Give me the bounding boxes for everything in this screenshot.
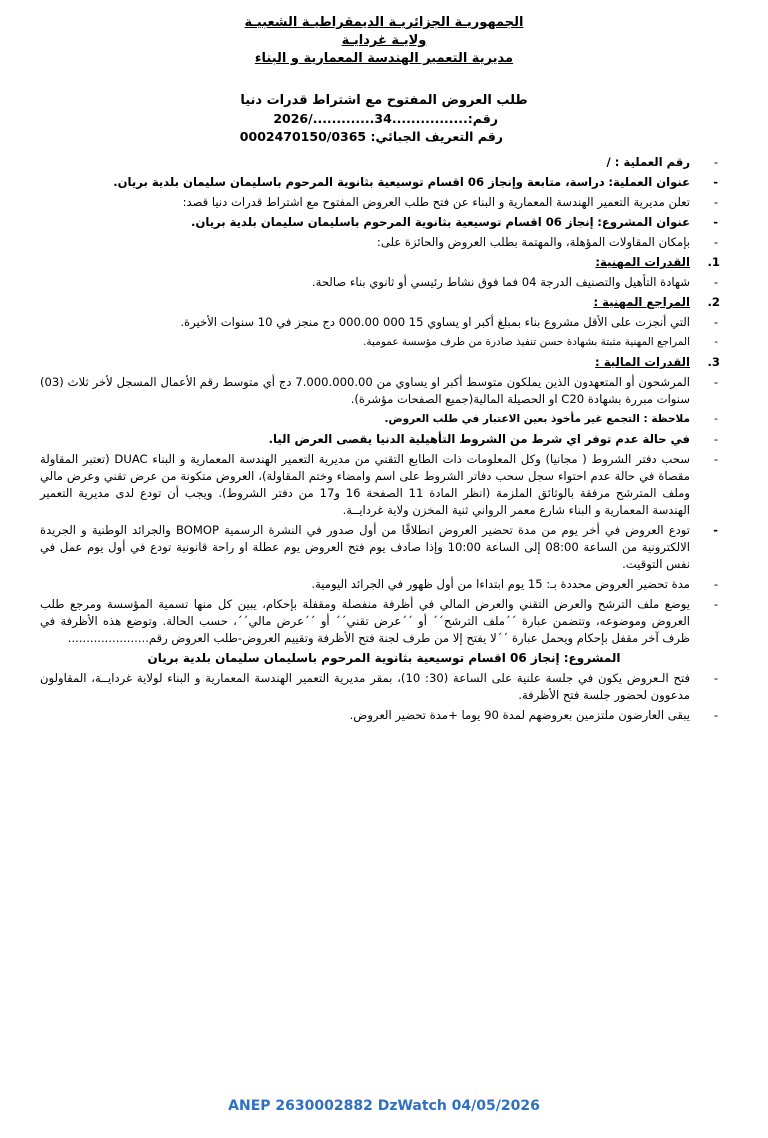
procedure-opening-session: - فتح الـعروض يكون في جلسة علنية على الساعة (30: 10)، بمقر مديرية التعمير الهندسة المعمارية و البناء لولاية غردايــة، المقاولون مدعوون لحضور جلسة فتح الأظرفة. — [40, 671, 718, 702]
procedure-deposit: - تودع العروض في أخر يوم من مدة تحضير العروض انطلاقًا من أول صدور في النشرة الرسمية BOMOP والجرائد الوطنية و الجريدة الالكترونية من الساعة 08:00 إلى الساعة 10:00 وإذا صادف يوم فتح العروض يوم عطلة او راحة قانونية تودع في أول يوم عمل في نفس التوقيت. — [40, 523, 718, 571]
procedure-withdrawal: - سحب دفتر الشروط ( مجانيا) وكل المعلومات ذات الطابع التقني من مديرية التعمير الهندسة المعمارية و البناء DUAC (تعتبر المقاولة مقصاة في حالة عدم احتواء سجل سحب دفاتر الشروط على اسم وامضاء وختم المقاولة)، العروض متكونة من عرض تقني وعرض مالي وملف المترشح مرفقة بالوثائق الملزمة (انظر المادة 11 الصفحة 16 و17 من دفتر الشروط). ويجب أن تودع لدى مديرية التعمير الهندسة المعمارية و البناء شارع معمر الرواني ثنية المخزن ولاية غردايــة. — [40, 452, 718, 517]
minimum-condition-note: - في حالة عدم توفر اي شرط من الشروط التأهيلية الدنيا يقصى العرض اليا. — [268, 432, 718, 446]
references-text-2: - المراجع المهنية مثبتة بشهادة حسن تنفيذ صادرة من طرف مؤسسة عمومية. — [363, 336, 718, 348]
references-text-1: - التي أنجزت على الأقل مشروع بناء بمبلغ أكبر او يساوي 15 000 000.00 دج منجز في 10 سنوات الأخيرة. — [180, 315, 718, 329]
procedure-preparation-period: - مدة تحضير العروض محددة بـ: 15 يوم ابتداءا من أول ظهور في الجرائد اليومية. — [311, 577, 718, 591]
procedure-project-line: المشروع: إنجاز 06 اقسام توسيعية بثانوية المرحوم باسليمان سليمان بلدية بريان — [147, 651, 621, 665]
anep-footer: ANEP 2630002882 DzWatch 04/05/2026 — [228, 1098, 540, 1114]
section-professional-capacity: 1. القدرات المهنية: — [595, 255, 720, 269]
wilaya-header: ولايـة غردايـة — [341, 33, 427, 48]
intro-text: - تعلن مديرية التعمير الهندسة المعمارية و البناء عن فتح طلب العروض المفتوح مع اشتراط قدرات دنيا قصد: — [182, 195, 718, 209]
notice-number: رقم:................34............./2026 — [273, 111, 498, 126]
notice-title: طلب العروض المفتوح مع اشتراط قدرات دنيا — [240, 93, 528, 108]
operation-title: - عنوان العملية: دراسة، متابعة وإنجاز 06 اقسام توسيعية بثانوية المرحوم باسليمان سليمان بلدية بريان. — [113, 175, 718, 189]
section-financial-capacity: 3. القدرات المالية : — [595, 355, 720, 369]
section-professional-references: 2. المراجع المهنية : — [593, 295, 720, 309]
project-title: - عنوان المشروع: إنجاز 06 اقسام توسيعية بثانوية المرحوم باسليمان سليمان بلدية بريان. — [191, 215, 718, 229]
operation-number: - رقم العملية : / — [606, 155, 718, 169]
directorate-header: مديرية التعمير الهندسة المعمارية و البناء — [254, 51, 514, 66]
professional-capacity-text: - شهادة التأهيل والتصنيف الدرجة 04 فما فوق نشاط رئيسي أو ثانوي بناء صالحة. — [311, 275, 718, 289]
republic-header: الجمهوريـة الجزائريـة الديمقراطيـة الشعبيـة — [244, 15, 524, 30]
procedure-validity: - يبقى العارضون ملتزمين بعروضهم لمدة 90 يوما +مدة تحضير العروض. — [349, 708, 718, 722]
procedure-envelopes: - يوضع ملف الترشح والعرض التقني والعرض المالي في أظرفة منفصلة ومقفلة بإحكام، يبين كل منها تسمية المؤسسة ومرجع طلب العروض وموضوعه، وتتضمن عبارة ´´ملف الترشح´´ أو ´´عرض تقني´´ أو ´´عرض مالي´´، حسب الحالة. وتوضع هذه الأظرفة في ظرف آخر مقفل بإحكام ويحمل عبارة ´´لا يفتح إلا من طرف لجنة فتح الأظرفة وتقييم العروض-طلب العروض رقم...................... — [40, 597, 718, 645]
announcement-page — [40, 0, 728, 724]
grouping-note: - ملاحظة : التجمع غير مأخوذ بعين الاعتبار في طلب العروض. — [384, 413, 718, 425]
financial-capacity-text: - المرشحون أو المتعهدون الذين يملكون متوسط أكبر او يساوي من 7.000.000.00 دج أي متوسط رقم الأعمال المسجل لأخر ثلاث (03) سنوات مبررة بشهادة C20 او الحصيلة المالية(جميع الصفحات مؤشرة). — [40, 375, 718, 406]
tax-id: رقم التعريف الجبائي: 0002470150/0365 — [239, 129, 503, 144]
eligibility-text: - بإمكان المقاولات المؤهلة، والمهتمة بطلب العروض والحائزة على: — [376, 235, 718, 249]
